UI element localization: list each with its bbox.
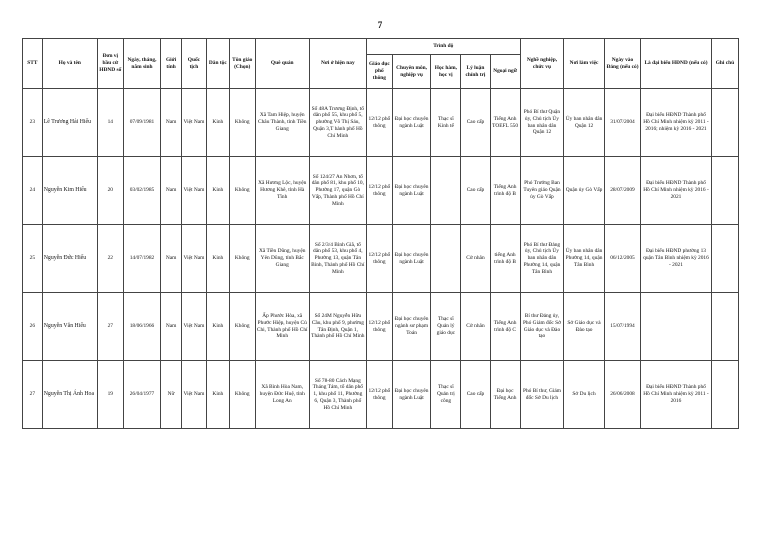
cell-political: Cao cấp — [461, 361, 490, 429]
table-body — [23, 89, 739, 429]
col-delegate: Là đại biểu HĐND (nếu có) — [641, 39, 712, 89]
cell-name: Nguyễn Đức Hiếu — [42, 225, 97, 293]
cell-language: Tiếng Anh trình độ C — [490, 293, 520, 361]
col-dob: Ngày, tháng, năm sinh — [123, 39, 160, 89]
table-row — [23, 225, 739, 293]
col-workplace: Nơi làm việc — [564, 39, 605, 89]
cell-degree: Thạc sĩ Quản lý giáo dục — [431, 293, 461, 361]
cell-professional: Đại học chuyên ngành sư phạm Toán — [392, 293, 430, 361]
cell-stt: 25 — [23, 225, 43, 293]
col-hometown: Quê quán — [255, 39, 309, 89]
cell-note — [711, 225, 738, 293]
cell-religion: Không — [229, 225, 255, 293]
cell-party-date: 28/07/2009 — [604, 157, 640, 225]
col-note: Ghi chú — [711, 39, 738, 89]
table-row — [23, 89, 739, 157]
cell-language: tiếng Anh trình độ B — [490, 225, 520, 293]
col-occupation: Nghề nghiệp, chức vụ — [520, 39, 564, 89]
cell-residence: Số 78-80 Cách Mạng Tháng Tám, tổ dân phố 1, khu phố 11, Phường 6, Quận 3, Thành phố Hồ Chí Minh — [309, 361, 366, 429]
cell-language: Tiếng Anh trình độ B — [490, 157, 520, 225]
cell-hometown: Ấp Phước Hòa, xã Phước Hiệp, huyện Củ Chi, Thành phố Hồ Chí Minh — [255, 293, 309, 361]
cell-nationality: Việt Nam — [181, 225, 206, 293]
cell-dob: 26/04/1977 — [123, 361, 160, 429]
table-row — [23, 361, 739, 429]
cell-gender: Nữ — [161, 361, 182, 429]
cell-political: Cao cấp — [461, 89, 490, 157]
col-party-date: Ngày vào Đảng (nếu có) — [604, 39, 640, 89]
cell-general-edu: 12/12 phổ thông — [366, 293, 392, 361]
cell-general-edu: 12/12 phổ thông — [366, 157, 392, 225]
cell-religion: Không — [229, 293, 255, 361]
cell-general-edu: 12/12 phổ thông — [366, 225, 392, 293]
cell-dob: 03/02/1985 — [123, 157, 160, 225]
cell-ethnicity: Kinh — [206, 225, 229, 293]
cell-hometown: Xã Tiền Dũng, huyện Yên Dũng, tỉnh Bắc Giang — [255, 225, 309, 293]
cell-ethnicity: Kinh — [206, 293, 229, 361]
cell-stt: 24 — [23, 157, 43, 225]
cell-degree — [431, 157, 461, 225]
cell-delegate: Đại biểu HĐND Thành phố Hồ Chí Minh nhiệm kỳ 2011 - 2016; nhiệm kỳ 2016 - 2021 — [641, 89, 712, 157]
cell-residence: Số 48A Trương Định, tổ dân phố 55, khu phố 5, phường Võ Thị Sáu, Quận 3,T hành phố Hồ Chí Minh — [309, 89, 366, 157]
cell-delegate: Đại biểu HĐND Thành phố Hồ Chí Minh nhiệm kỳ 2011 - 2016 — [641, 361, 712, 429]
cell-unit: 14 — [97, 89, 123, 157]
cell-occupation: Bí thư Đảng ủy, Phó Giám đốc Sở Giáo dục và Đào tạo — [520, 293, 564, 361]
table-row — [23, 157, 739, 225]
cell-ethnicity: Kinh — [206, 89, 229, 157]
cell-workplace: Sở Giáo dục và Đào tạo — [564, 293, 605, 361]
col-residence: Nơi ở hiện nay — [309, 39, 366, 89]
cell-note — [711, 361, 738, 429]
page-number: 7 — [377, 20, 383, 30]
cell-delegate — [641, 293, 712, 361]
cell-political: Cử nhân — [461, 293, 490, 361]
cell-workplace: Sở Du lịch — [564, 361, 605, 429]
cell-gender: Nam — [161, 225, 182, 293]
cell-gender: Nam — [161, 89, 182, 157]
cell-unit: 20 — [97, 157, 123, 225]
col-unit: Đơn vị bầu cử HĐND số — [97, 39, 123, 89]
cell-hometown: Xã Bình Hòa Nam, huyện Đức Huệ, tỉnh Long An — [255, 361, 309, 429]
col-language: Ngoại ngữ — [490, 55, 520, 89]
cell-occupation: Phó Bí thư, Giám đốc Sở Du lịch — [520, 361, 564, 429]
cell-unit: 27 — [97, 293, 123, 361]
cell-hometown: Xã Tam Hiệp, huyện Châu Thành, tỉnh Tiền Giang — [255, 89, 309, 157]
cell-nationality: Việt Nam — [181, 89, 206, 157]
cell-workplace: Quận ủy Gò Vấp — [564, 157, 605, 225]
col-political: Lý luận chính trị — [461, 55, 490, 89]
col-name: Họ và tên — [42, 39, 97, 89]
cell-stt: 26 — [23, 293, 43, 361]
cell-party-date: 26/06/2008 — [604, 361, 640, 429]
col-professional: Chuyên môn, nghiệp vụ — [392, 55, 430, 89]
cell-gender: Nam — [161, 157, 182, 225]
cell-note — [711, 89, 738, 157]
cell-stt: 23 — [23, 89, 43, 157]
cell-degree — [431, 225, 461, 293]
cell-dob: 14/07/1982 — [123, 225, 160, 293]
candidate-table — [22, 38, 739, 429]
col-religion: Tôn giáo (Chọn) — [229, 39, 255, 89]
cell-name: Nguyễn Văn Hiếu — [42, 293, 97, 361]
cell-residence: Số 24M Nguyễn Hữu Cầu, khu phố 9, phường Tân Định, Quận 1, Thành phố Hồ Chí Minh — [309, 293, 366, 361]
cell-party-date: 15/07/1994 — [604, 293, 640, 361]
table-header — [23, 39, 739, 89]
cell-nationality: Việt Nam — [181, 293, 206, 361]
col-nationality: Quốc tịch — [181, 39, 206, 89]
cell-political: Cử nhân — [461, 225, 490, 293]
cell-occupation: Phó Bí thư Quận ủy, Chủ tịch Ủy ban nhân dân Quận 12 — [520, 89, 564, 157]
cell-ethnicity: Kinh — [206, 157, 229, 225]
cell-degree: Thạc sĩ Quản trị công — [431, 361, 461, 429]
cell-political: Cao cấp — [461, 157, 490, 225]
cell-general-edu: 12/12 phổ thông — [366, 361, 392, 429]
cell-gender: Nam — [161, 293, 182, 361]
cell-delegate: Đại biểu HĐND phường 13 quận Tân Bình nhiệm kỳ 2016 - 2021 — [641, 225, 712, 293]
cell-language: Đại học Tiếng Anh — [490, 361, 520, 429]
cell-general-edu: 12/12 phổ thông — [366, 89, 392, 157]
cell-name: Nguyễn Kim Hiếu — [42, 157, 97, 225]
cell-stt: 27 — [23, 361, 43, 429]
cell-name: Nguyễn Thị Ánh Hoa — [42, 361, 97, 429]
col-general-edu: Giáo dục phổ thông — [366, 55, 392, 89]
table-row — [23, 293, 739, 361]
cell-religion: Không — [229, 89, 255, 157]
col-group-qualification: Trình độ — [366, 39, 520, 55]
cell-nationality: Việt Nam — [181, 361, 206, 429]
cell-workplace: Ủy ban nhân dân Phường 14, quận Tân Bình — [564, 225, 605, 293]
cell-nationality: Việt Nam — [181, 157, 206, 225]
col-stt: STT — [23, 39, 43, 89]
cell-delegate: Đại biểu HĐND Thành phố Hồ Chí Minh nhiệm kỳ 2016 - 2021 — [641, 157, 712, 225]
cell-dob: 07/09/1981 — [123, 89, 160, 157]
cell-unit: 22 — [97, 225, 123, 293]
cell-note — [711, 293, 738, 361]
cell-professional: Đại học chuyên ngành Luật — [392, 225, 430, 293]
cell-language: Tiếng Anh TOEFL 550 — [490, 89, 520, 157]
cell-professional: Đại học chuyên ngành Luật — [392, 157, 430, 225]
cell-ethnicity: Kinh — [206, 361, 229, 429]
cell-occupation: Phó Trưởng Ban Tuyên giáo Quận ủy Gò Vấp — [520, 157, 564, 225]
cell-professional: Đại học chuyên ngành Luật — [392, 89, 430, 157]
col-gender: Giới tính — [161, 39, 182, 89]
cell-name: Lê Trương Hải Hiếu — [42, 89, 97, 157]
cell-occupation: Phó Bí thư Đảng ủy, Chủ tịch Ủy ban nhân dân Phường 14, quận Tân Bình — [520, 225, 564, 293]
col-degree: Học hàm, học vị — [431, 55, 461, 89]
cell-professional: Đại học chuyên ngành Luật — [392, 361, 430, 429]
cell-religion: Không — [229, 157, 255, 225]
cell-religion: Không — [229, 361, 255, 429]
cell-note — [711, 157, 738, 225]
cell-unit: 19 — [97, 361, 123, 429]
cell-residence: Số 2/3/4 Bình Giã, tổ dân phố 53, khu phố 4, Phường 13, quận Tân Bình, Thành phố Hồ Chí Minh — [309, 225, 366, 293]
cell-party-date: 06/12/2005 — [604, 225, 640, 293]
col-ethnicity: Dân tộc — [206, 39, 229, 89]
cell-workplace: Ủy ban nhân dân Quận 12 — [564, 89, 605, 157]
cell-residence: Số 124/27 An Nhơn, tổ dân phố 81, khu phố 10, Phường 17, quận Gò Vấp, Thành phố Hồ Chí Minh — [309, 157, 366, 225]
cell-hometown: Xã Hương Lộc, huyện Hương Khê, tỉnh Hà Tĩnh — [255, 157, 309, 225]
cell-party-date: 31/07/2004 — [604, 89, 640, 157]
cell-dob: 18/06/1966 — [123, 293, 160, 361]
cell-degree: Thạc sĩ Kinh tế — [431, 89, 461, 157]
